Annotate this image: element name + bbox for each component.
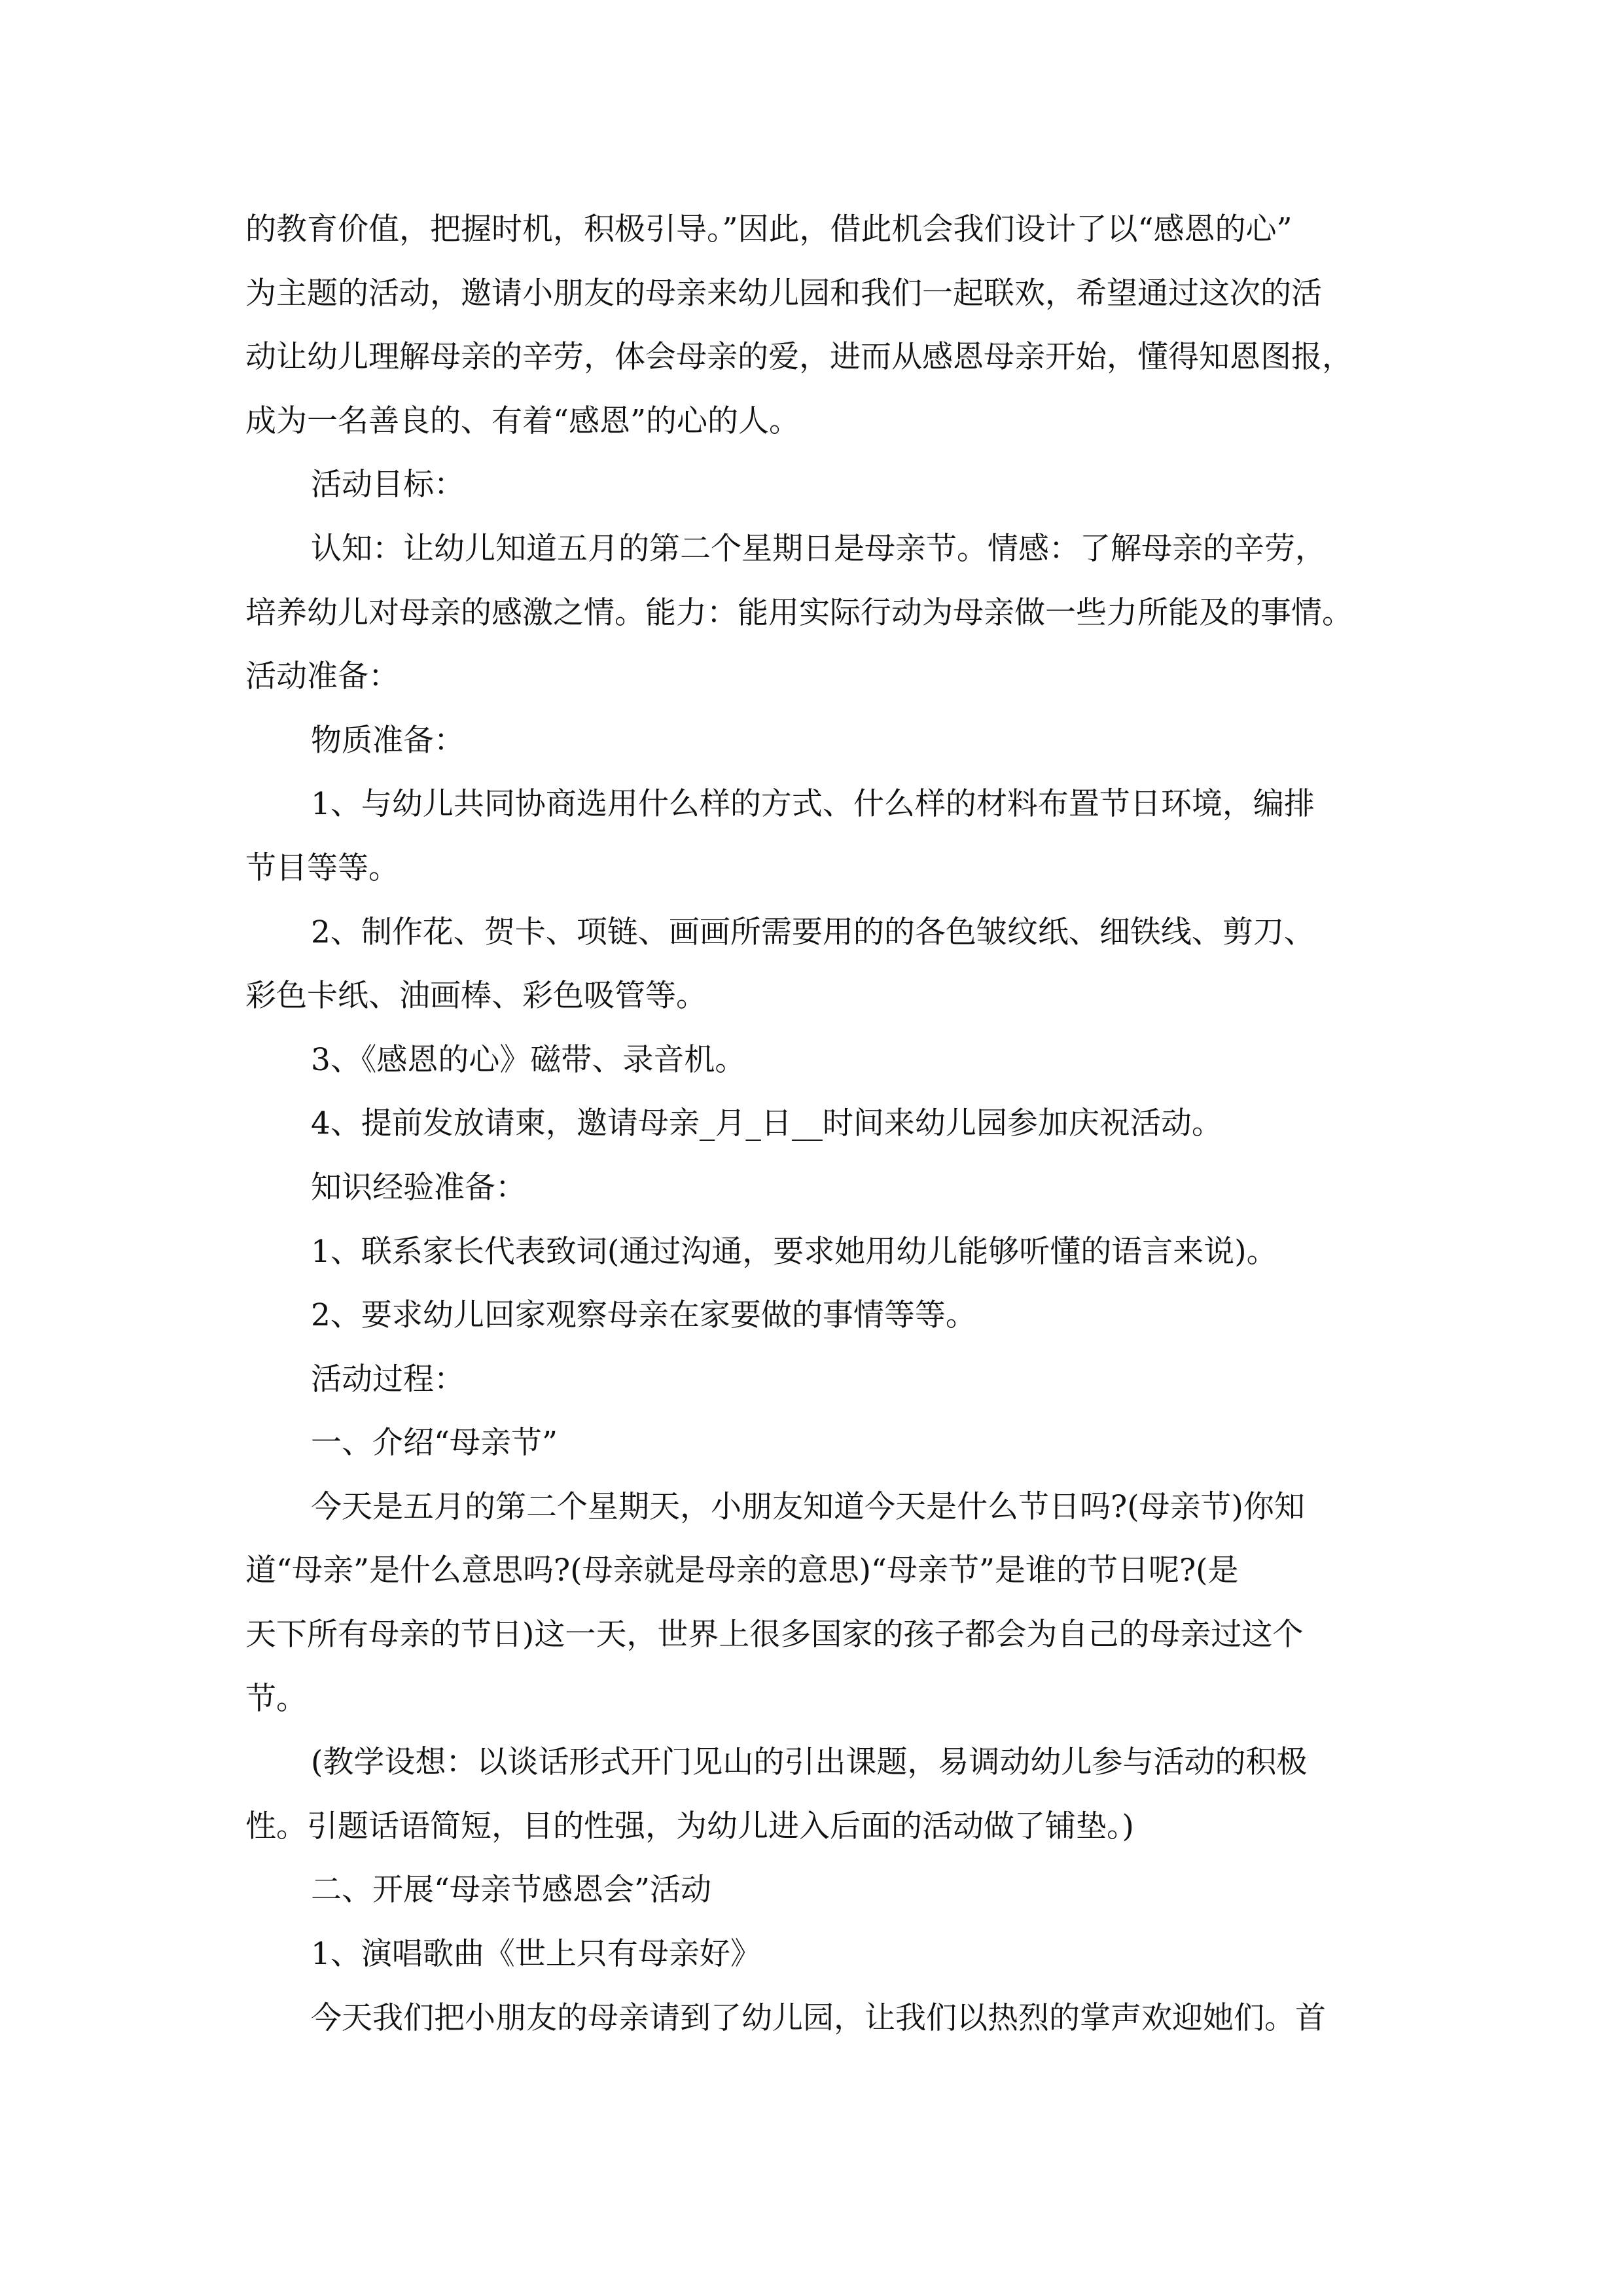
list-item: 2、要求幼儿回家观察母亲在家要做的事情等等。 <box>311 1297 976 1334</box>
section-heading: 一、介绍“母亲节” <box>311 1425 558 1462</box>
text-line: 节目等等。 <box>245 850 399 886</box>
list-item: 1、与幼儿共同协商选用什么样的方式、什么样的材料布置节日环境，编排 <box>311 786 1315 823</box>
document-body <box>245 198 1417 2050</box>
text-line: 的教育价值，把握时机，积极引导。”因此，借此机会我们设计了以“感恩的心” <box>245 211 1293 247</box>
text-line: 认知：让幼儿知道五月的第二个星期日是母亲节。情感：了解母亲的辛劳， <box>311 530 1326 567</box>
section-heading: 活动目标： <box>311 467 465 503</box>
text-line: 动让幼儿理解母亲的辛劳，体会母亲的爱，进而从感恩母亲开始，懂得知恩图报， <box>245 339 1353 376</box>
list-item: 1、演唱歌曲《世上只有母亲好》 <box>311 1936 761 1973</box>
section-heading: 知识经验准备： <box>311 1169 526 1206</box>
section-heading: 二、开展“母亲节感恩会”活动 <box>311 1872 712 1909</box>
section-heading: 活动准备： <box>245 658 399 695</box>
list-item: 4、提前发放请柬，邀请母亲_月_日__时间来幼儿园参加庆祝活动。 <box>311 1105 1222 1142</box>
text-line: 彩色卡纸、油画棒、彩色吸管等。 <box>245 978 707 1014</box>
text-line: 节。 <box>245 1680 307 1717</box>
text-line: 成为一名善良的、有着“感恩”的心的人。 <box>245 403 800 439</box>
section-heading: 物质准备： <box>311 722 465 759</box>
text-line: 今天是五月的第二个星期天，小朋友知道今天是什么节日吗?(母亲节)你知 <box>311 1488 1305 1525</box>
text-line: 道“母亲”是什么意思吗?(母亲就是母亲的意思)“母亲节”是谁的节日呢?(是 <box>245 1552 1239 1589</box>
text-line: 培养幼儿对母亲的感激之情。能力：能用实际行动为母亲做一些力所能及的事情。 <box>245 594 1353 631</box>
list-item: 2、制作花、贺卡、项链、画画所需要用的的各色皱纹纸、细铁线、剪刀、 <box>311 914 1315 950</box>
list-item: 3、《感恩的心》磁带、录音机。 <box>311 1041 746 1078</box>
section-heading: 活动过程： <box>311 1361 465 1397</box>
text-line: 天下所有母亲的节日)这一天，世界上很多国家的孩子都会为自己的母亲过这个 <box>245 1617 1304 1653</box>
text-line: 为主题的活动，邀请小朋友的母亲来幼儿园和我们一起联欢，希望通过这次的活 <box>245 275 1322 312</box>
text-line: 今天我们把小朋友的母亲请到了幼儿园，让我们以热烈的掌声欢迎她们。首 <box>311 2000 1326 2036</box>
list-item: 1、联系家长代表致词(通过沟通，要求她用幼儿能够听懂的语言来说)。 <box>311 1233 1277 1270</box>
text-line: 性。引题话语简短，目的性强，为幼儿进入后面的活动做了铺垫。) <box>245 1808 1134 1844</box>
text-line: (教学设想：以谈话形式开门见山的引出课题，易调动幼儿参与活动的积极 <box>311 1744 1308 1781</box>
